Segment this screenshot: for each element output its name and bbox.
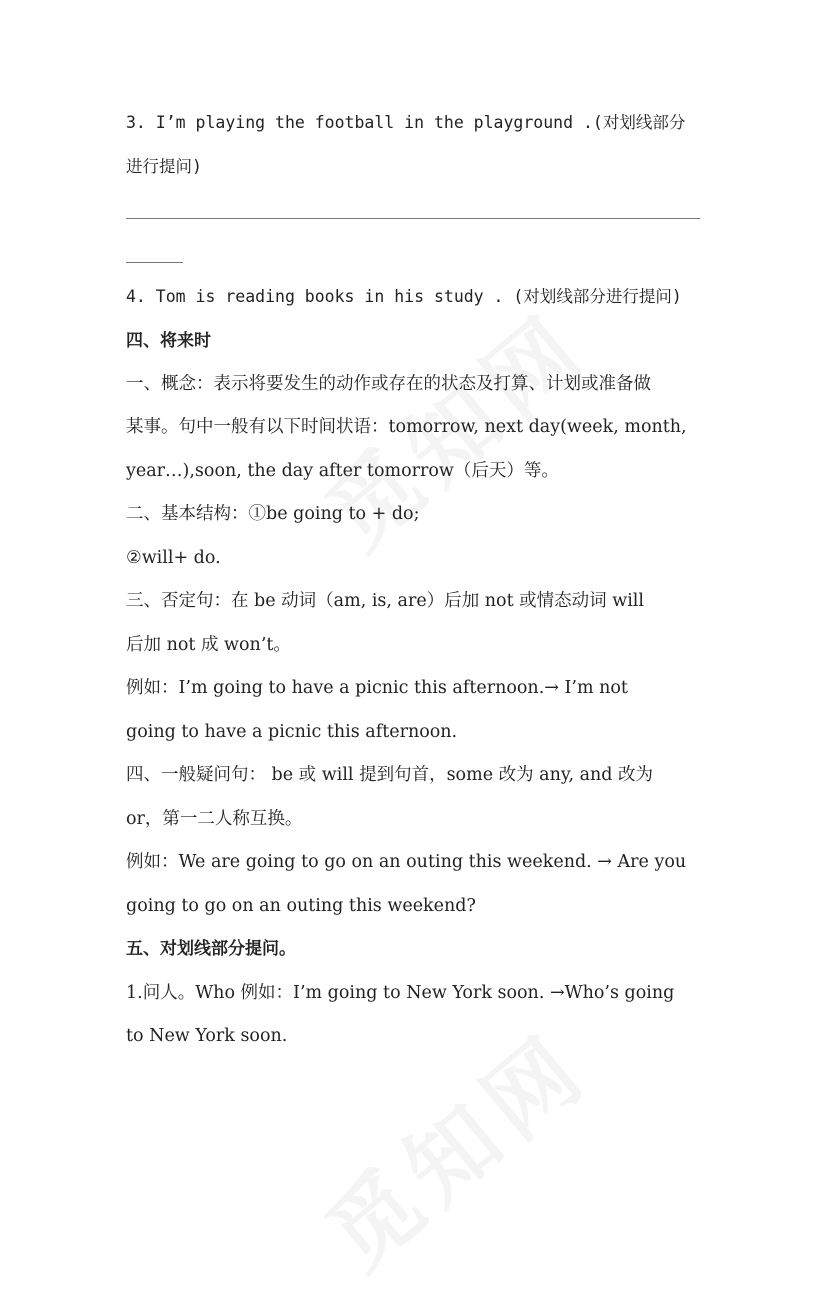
concept-line-1: 一、概念：表示将要发生的动作或存在的状态及打算、计划或准备做 [126,374,651,394]
question-line-2: or，第一二人称互换。 [126,809,303,829]
exercise-4: 4. Tom is reading books in his study . (对划线部分进行提问) [126,287,682,306]
exercise-3-line-1: 3. I’m playing the football in the playground .(对划线部分 [126,113,686,132]
exercise-3-line-2: 进行提问) [126,157,202,176]
structure-line-1: 二、基本结构：①be going to + do; [126,504,420,524]
negative-line-1: 三、否定句：在 be 动词（am, is, are）后加 not 或情态动词 will [126,591,644,611]
concept-line-3: year…),soon, the day after tomorrow（后天）等。 [126,461,559,481]
negative-line-2: 后加 not 成 won’t。 [126,635,291,655]
answer-line-continuation [126,262,183,263]
question-example-line-1: 例如：We are going to go on an outing this weekend. → Are you [126,852,687,872]
answer-line [126,218,700,219]
section-heading-question-underlined: 五、对划线部分提问。 [126,939,296,959]
structure-line-2: ②will+ do. [126,548,221,568]
item-1-line-1: 1.问人。Who 例如：I’m going to New York soon. →Who’s going [126,983,675,1003]
negative-example-line-1: 例如：I’m going to have a picnic this afternoon.→ I’m not [126,678,628,698]
item-1-line-2: to New York soon. [126,1026,288,1046]
question-line-1: 四、一般疑问句： be 或 will 提到句首，some 改为 any, and 改为 [126,765,654,785]
concept-line-2: 某事。句中一般有以下时间状语：tomorrow, next day(week, month, [126,417,687,437]
negative-example-line-2: going to have a picnic this afternoon. [126,722,458,742]
question-example-line-2: going to go on an outing this weekend? [126,896,476,916]
section-heading-future-tense: 四、将来时 [126,331,211,351]
